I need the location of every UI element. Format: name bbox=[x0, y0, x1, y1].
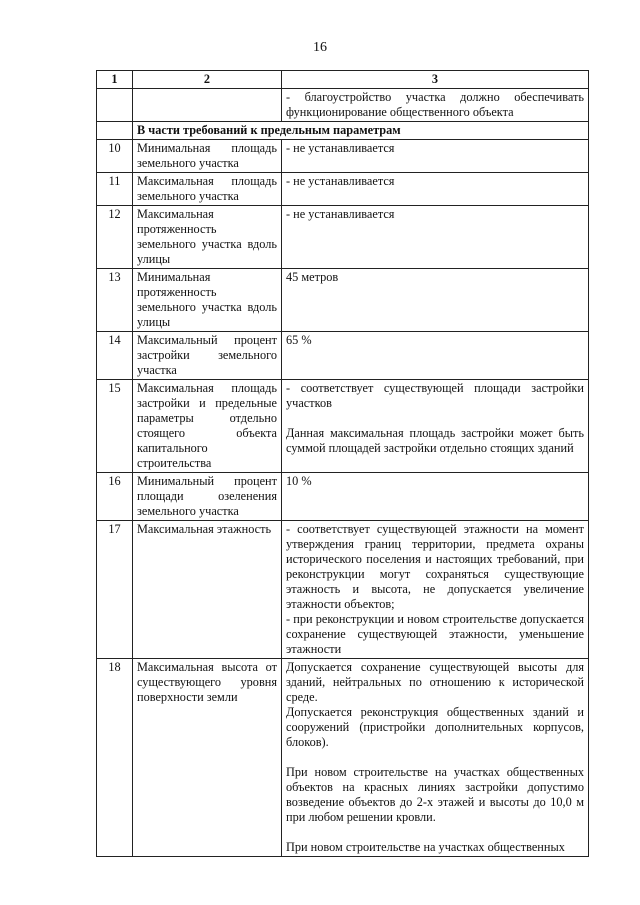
table-row bbox=[97, 140, 589, 173]
row-number: 15 bbox=[97, 380, 133, 473]
row-name: Минимальная протяженность земельного участка вдоль улицы bbox=[133, 269, 282, 332]
row-value: - не устанавливается bbox=[282, 140, 589, 173]
row-name: Максимальная протяженность земельного участка вдоль улицы bbox=[133, 206, 282, 269]
table-row bbox=[97, 380, 589, 473]
row-value: - не устанавливается bbox=[282, 173, 589, 206]
row-value-paragraph: Допускается реконструкция общественных зданий и сооружений (пристройки дополнительных корпусов, блоков). bbox=[286, 705, 584, 749]
table-row bbox=[97, 521, 589, 659]
table-row bbox=[97, 332, 589, 380]
requirements-table bbox=[96, 70, 589, 857]
row-value bbox=[282, 521, 589, 659]
row-value-paragraph: - соответствует существующей этажности на момент утверждения границ территории, предмета охраны исторического поселения и настоящих требований, при реконструкции могут сохраняться существующие этажность и высота, не допускается увеличение этажности объектов; bbox=[286, 522, 584, 611]
row-value-paragraph: При новом строительстве на участках общественных объектов на красных линиях застройки допустимо возведение объектов до 2-х этажей и высоты до 10,0 м при любом решении кровли. bbox=[286, 765, 584, 824]
header-col-1: 1 bbox=[97, 71, 133, 89]
page-number: 16 bbox=[313, 40, 327, 55]
row-value bbox=[282, 380, 589, 473]
section-row bbox=[97, 122, 589, 140]
section-title: В части требований к предельным параметрам bbox=[133, 122, 589, 140]
row-name: Максимальная высота от существующего уровня поверхности земли bbox=[133, 659, 282, 857]
table-row bbox=[97, 659, 589, 857]
row-value: - не устанавливается bbox=[282, 206, 589, 269]
row-value: 10 % bbox=[282, 473, 589, 521]
header-col-2: 2 bbox=[133, 71, 282, 89]
table-row bbox=[97, 473, 589, 521]
row-number: 13 bbox=[97, 269, 133, 332]
intro-value: - благоустройство участка должно обеспечивать функционирование общественного объекта bbox=[282, 89, 589, 122]
row-number: 16 bbox=[97, 473, 133, 521]
row-name: Максимальная площадь земельного участка bbox=[133, 173, 282, 206]
row-number: 11 bbox=[97, 173, 133, 206]
table-row bbox=[97, 173, 589, 206]
row-value-paragraph: Данная максимальная площадь застройки может быть суммой площадей застройки отдельно стоящих зданий bbox=[286, 426, 584, 455]
row-number: 17 bbox=[97, 521, 133, 659]
row-value-paragraph: - при реконструкции и новом строительстве допускается сохранение существующей этажности, уменьшение этажности bbox=[286, 612, 584, 656]
row-number: 14 bbox=[97, 332, 133, 380]
row-value bbox=[282, 659, 589, 857]
row-number: 18 bbox=[97, 659, 133, 857]
table-header-row bbox=[97, 71, 589, 89]
row-value-paragraph: - соответствует существующей площади застройки участков bbox=[286, 381, 584, 410]
row-name: Максимальная площадь застройки и предельные параметры отдельно стоящего объекта капитального строительства bbox=[133, 380, 282, 473]
row-name: Минимальный процент площади озеленения земельного участка bbox=[133, 473, 282, 521]
row-number: 12 bbox=[97, 206, 133, 269]
row-name: Максимальная этажность bbox=[133, 521, 282, 659]
row-value-paragraph: При новом строительстве на участках общественных bbox=[286, 840, 565, 854]
row-value: 45 метров bbox=[282, 269, 589, 332]
table-row bbox=[97, 269, 589, 332]
header-col-3: 3 bbox=[282, 71, 589, 89]
row-number: 10 bbox=[97, 140, 133, 173]
row-value-paragraph: Допускается сохранение существующей высоты для зданий, нейтральных по отношению к исторической среде. bbox=[286, 660, 584, 704]
row-name: Максимальный процент застройки земельного участка bbox=[133, 332, 282, 380]
row-name: Минимальная площадь земельного участка bbox=[133, 140, 282, 173]
row-value: 65 % bbox=[282, 332, 589, 380]
table-row bbox=[97, 206, 589, 269]
intro-row bbox=[97, 89, 589, 122]
